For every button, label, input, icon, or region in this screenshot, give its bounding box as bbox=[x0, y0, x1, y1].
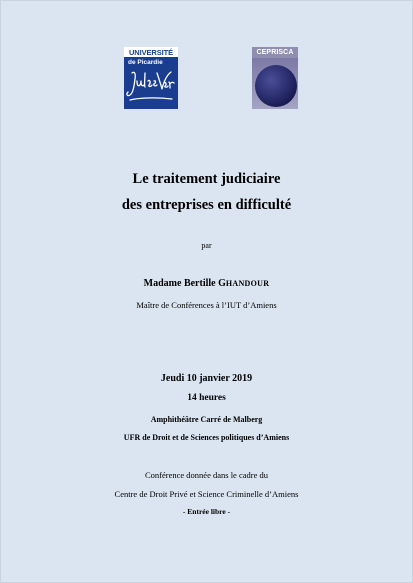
logo-picardie-word: de Picardie bbox=[128, 59, 163, 66]
event-ufr: UFR de Droit et de Sciences politiques d’Amiens bbox=[123, 433, 290, 442]
ceprisca-sphere-icon bbox=[252, 58, 298, 109]
title-line-2: des entreprises en difficulté bbox=[121, 197, 292, 213]
ceprisca-label: CEPRISCA bbox=[256, 49, 294, 56]
logo-university-word: UNIVERSITÉ bbox=[128, 48, 173, 57]
event-room: Amphithéâtre Carré de Malberg bbox=[150, 415, 263, 424]
event-time: 14 heures bbox=[187, 393, 226, 403]
event-date: Jeudi 10 janvier 2019 bbox=[160, 373, 253, 384]
entry-free-note: - Entrée libre - bbox=[182, 507, 231, 516]
speaker-surname-initial: G bbox=[218, 278, 226, 289]
note-line-1: Conférence donnée dans le cadre du bbox=[145, 470, 268, 480]
jules-verne-signature-icon bbox=[124, 67, 178, 109]
speaker-prefix: Madame Bertille bbox=[143, 278, 219, 289]
speaker-name bbox=[0, 278, 413, 289]
title-line-1: Le traitement judiciaire bbox=[132, 171, 281, 187]
speaker-surname-rest: HANDOUR bbox=[225, 279, 270, 288]
universite-picardie-logo bbox=[124, 47, 178, 109]
note-line-2: Centre de Droit Privé et Science Criminelle d’Amiens bbox=[114, 489, 299, 499]
ceprisca-logo bbox=[252, 47, 298, 109]
speaker-role: Maître de Conférences à l’IUT d’Amiens bbox=[136, 300, 277, 310]
par-text: par bbox=[201, 241, 212, 250]
